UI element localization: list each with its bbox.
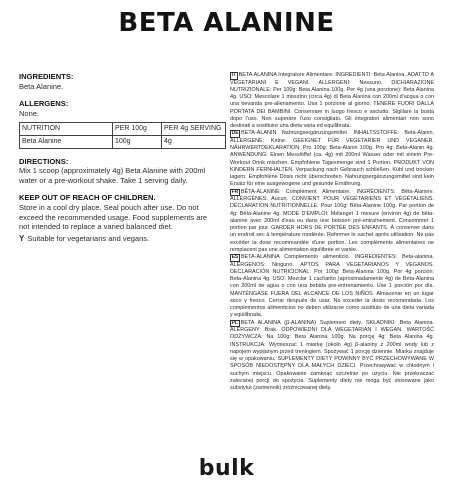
- translation-fr: [230, 189, 434, 255]
- directions-heading: DIRECTIONS:: [19, 156, 69, 166]
- vegan-text: Suitable for vegetarians and vegans.: [27, 233, 150, 243]
- translation-pl: [230, 320, 434, 393]
- allergens-heading: ALLERGENS:: [19, 99, 69, 109]
- ingredients-text: Beta Alanine.: [19, 81, 64, 91]
- storage-text: Store in a cool dry place. Seal pouch after use. Do not exceed the recommended usage. Food supplements are not intended to replace a varied balanced diet.: [19, 202, 208, 232]
- translation-it: [230, 72, 434, 130]
- directions-text: Mix 1 scoop (approximately 4g) Beta Alanine with 200ml water or a pre-workout shake. Take 1 serving daily.: [19, 166, 206, 185]
- ingredients-heading: INGREDIENTS:: [19, 72, 74, 81]
- nutrition-table: [19, 122, 226, 148]
- vegan-icon: Y: [19, 233, 25, 243]
- translation-text: BETA-ALANIN Nahrungsergänzungsmittel. INHALTSSTOFFE: Beta-Alanin. ALLERGENE: Keine. GEEIGNET FÜR VEGETARIER UND VEGANER. NÄHRWERTDEKLARATION: Pro 100g: Beta-Alanin 100g. Pro 4g: Beta-Alanin 4g. ANWENDUNG: Einen Messlöffel (ca. 4g) mit 200ml Wasser oder mit einem Pre-Workout Drink mischen. Empfohlene Tagesmenge sind 1 Portion. PRODUKT VON KINDERN FERNHALTEN. Verpackung nach Gebrauch schließen. Kühl und trocken lagern. Empfohlene Dosis nicht überschreiten. Nahrungsergänzungsmittel sind kein Ersatz für eine ausgewogene und gesunde Ernährung.: [230, 130, 434, 188]
- brand-logo: bulk: [198, 456, 255, 481]
- translation-de: [230, 130, 434, 188]
- language-code: ES: [231, 254, 239, 260]
- nutrition-cell: Beta Alanine: [20, 135, 113, 148]
- translation-text: BETA ALANINA Integratore Alimentare. INGREDIENTI: Beta Alanina. ADATTO A VEGETARIANI E VEGANI. ALLERGENI: Nessuno. DICHIARAZIONE NUTRIZIONALE: Per 100g: Beta Alanina 100g. Per 4g (una porzione): Beta Alanina 4g. USO: Mescolare 1 misurino (circa 4g) di Beta Alanina con 200ml d'acqua o con una bevanda pre-allenamento. Usa 1 porzione al giorno. TENERE FUORI DALLA PORTATA DEI BAMBINI. Conservare in luogo fresco e asciutto. Sigillare la busta dopo l'uso. Non superare l'uso consigliato. Gli integratori alimentari non sono destinati a sostituire una dieta varia ed equilibrata.: [230, 72, 434, 129]
- language-code: IT: [231, 72, 237, 78]
- nutrition-header-row: [20, 123, 226, 136]
- language-code: PL: [231, 319, 238, 326]
- table-row: [20, 135, 226, 148]
- product-title: BETA ALANINE: [118, 8, 335, 38]
- translation-text: BETA-ALANINA Complemento alimenticio. INGREDIENTES: Beta-alanina. ALÉRGENOS: Ninguno. APTOS PARA VEGETARIANOS Y VEGANOS. DECLARACIÓN NUTRICIONAL: Por 100g: Beta-Alanina 100g. Por 4g porción: Beta-Alanina 4g. USO: Mezclar 1 cacharito (aproximadamente 4g) de Beta-Alanina con 200ml de agua o con una bebida pre-entrenamiento. Use 1 porción por día. MANTÉNGASE FUERA DEL ALCANCE DE LOS NIÑOS. Almacenar en un lugar seco y fresco. Cerrar después de usar. No exceder la dosis recomendada. Los complementos alimenticios no deben utilizarse como sustituto de una dieta variada y equilibrada.: [230, 254, 434, 319]
- translation-es: [230, 254, 434, 320]
- warning-heading: KEEP OUT OF REACH OF CHILDREN.: [19, 193, 156, 203]
- translation-text: BÊTA-ALANINE Complément Alimentaire. INGRÉDIENTS: Bêta-Alanine. ALLERGÈNES: Aucun. CONVIENT POUR VÉGÉTARIENS ET VÉGÉTALIENS. DÉCLARATION NUTRITIONNELLE: Pour 100g: Bêta-Alanine 100g. Par portion de 4g: Bêta-Alanine 4g. MODE D'EMPLOI: Mélanger 1 mesure (environ 4g) de bêta-alanine avec 200ml d'eau ou dans une boisson pré-entraînement. Consommer 1 portion par jour. GARDER HORS DE PORTÉE DES ENFANTS. À conserver dans un endroit sec à température modérée. Refermer le sachet après utilisation. Ne pas excéder la dose recommandée d'une portion. Les compléments alimentaires ne remplacent pas une alimentation équilibrée et variée.: [230, 188, 434, 253]
- nutrition-cell: 100g: [113, 135, 162, 148]
- translations-panel: [230, 72, 434, 392]
- language-code: DE: [231, 130, 239, 137]
- translation-text: BETA ALANINA (β-ALANINA) Suplement diety. SKŁADNIKI: Beta Alanina. ALERGENY: Brak. ODPOWIEDNI DLA WEGETARIAN I WEGAN. WARTOŚĆ ODŻYWCZA: Na 100g: Beta Alanina 100g. Na porcję 4g: Beta Alanina 4g. INSTRUKCJA: Wymieszać 1 miarkę (około 4g) β-alaniny z 200ml wody lub z napojem wypijanym przed treningiem. Spożywać 1 porcję dziennie. Miarka znajduje się w opakowaniu. SUPLEMENTY DIETY POWINNY BYĆ PRZECHOWYWANE W SPOSÓB NIEDOSTĘPNY DLA MAŁYCH DZIECI. Przechowywać w chłodnym i suchym miejscu. Opakowanie zamknąć szczelnie po użyciu. Nie przekraczać zalecanej porcji do spożycia. Suplementy diety nie mogą być stosowane jako substytut (zamiennik) zróżnicowanej diety.: [230, 319, 434, 391]
- nutrition-cell: 4g: [162, 135, 226, 148]
- nutrition-header-per100: PER 100g: [113, 123, 162, 136]
- allergens-text: None.: [19, 108, 40, 118]
- nutrition-header-perserving: PER 4g SERVING: [162, 123, 226, 136]
- nutrition-header-label: NUTRITION: [20, 123, 113, 136]
- english-label-panel: [19, 72, 222, 243]
- language-code: FR: [231, 188, 239, 195]
- vegan-badge: [19, 234, 219, 244]
